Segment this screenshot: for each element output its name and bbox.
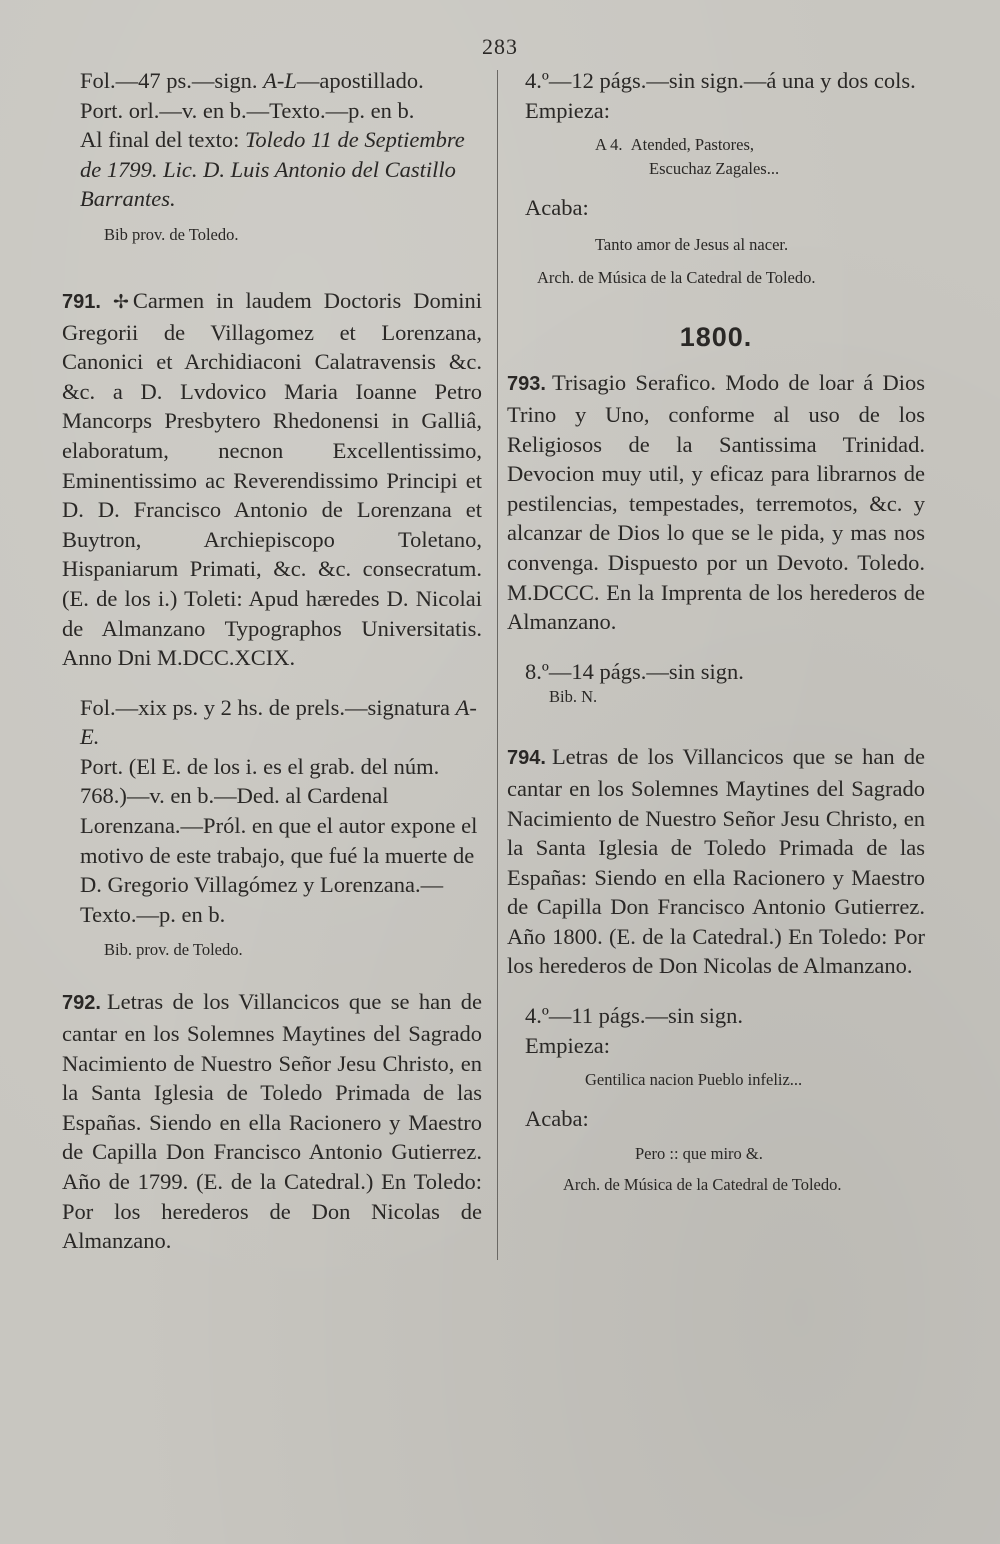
- colophon-note: Al final del texto: Toledo 11 de Septiembre de 1799. Lic. D. Luis Antonio del Castillo Barrantes.: [80, 127, 465, 212]
- entry-794: [507, 742, 925, 981]
- collation-line: Fol.—xix ps. y 2 hs. de prels.—signatura A-E.: [80, 694, 477, 750]
- top-meta-right: [507, 66, 925, 289]
- entry-number: 794.: [507, 747, 546, 770]
- description-line: Port. (El E. de los i. es el grab. del núm. 768.)—v. en b.—Ded. al Cardenal Lorenzana.—Pról. en que el autor expone el motivo de este trabajo, que fué la muerte de D. Gregorio Villagómez y Lorenzana.—Texto.—p. en b.: [80, 753, 478, 927]
- entry-title-text: Carmen in laudem Doctoris Domini Gregorii de Villagomez et Lorenzana, Canonici et Archidiaconi Calatravensis &c. &c. a D. Lvdovico Maria Ioanne Petro Mancorps Presbytero Rhedonensi in Galliâ, elaboratum, necnon Excellentissimo, Eminentissimo ac Reverendissimo Principi et D. D. Francisco Antonio de Lorenzana et Buytron, Archiepiscopo Toletano, Hispaniarum Primati, &c. &c. consecratum. (E. de los i.) Toleti: Apud hæredes D. Nicolai de Almanzano Typographos Universitatis. Anno Dni M.DCC.XCIX.: [62, 287, 482, 671]
- description-line: Port. orl.—v. en b.—Texto.—p. en b.: [80, 97, 415, 123]
- entry-793: [507, 368, 925, 636]
- location: Arch. de Música de la Catedral de Toledo.: [563, 1174, 842, 1194]
- entry-791: [62, 286, 482, 673]
- incipit-prefix: A 4.: [595, 135, 623, 155]
- incipit: A 4. Atended, Pastores, Escuchaz Zagales...: [595, 135, 780, 179]
- explicit: Tanto amor de Jesus al nacer.: [595, 234, 789, 254]
- acaba-label: Acaba:: [525, 1106, 589, 1132]
- collation-line: Fol.—47 ps.—sign. A-L—apostillado.: [80, 68, 424, 93]
- explicit: Pero :: que miro &.: [635, 1143, 763, 1163]
- top-meta-left: [62, 66, 482, 246]
- year-heading: 1800.: [679, 321, 753, 352]
- location: Bib. N.: [549, 687, 598, 707]
- entry-number: 792.: [62, 992, 101, 1015]
- collation-line: 4.º—11 págs.—sin sign.: [525, 1003, 744, 1029]
- entry-number: 791.: [62, 290, 101, 313]
- entry-793-meta: [507, 657, 925, 709]
- entry-title-text: Letras de los Villancicos que se han de cantar en los Solemnes Maytines del Sagrado Nacimiento de Nuestro Señor Jesu Christo, en la Santa Iglesia de Toledo Primada de las Españas: Siendo en ella Racionero y Maestro de Capilla Don Francisco Antonio Gutierrez. Año 1800. (E. de la Catedral.) En Toledo: Por los herederos de Don Nicolas de Almanzano.: [507, 744, 925, 979]
- cross-icon: ✢: [112, 290, 129, 313]
- right-column: [507, 66, 925, 1196]
- location: Arch. de Música de la Catedral de Toledo.: [537, 267, 816, 287]
- location: Bib. prov. de Toledo.: [104, 940, 243, 960]
- entry-794-meta: [507, 1001, 925, 1196]
- empieza-label: Empieza:: [525, 1032, 610, 1058]
- entry-792: [62, 987, 482, 1255]
- collation-line: 4.º—12 págs.—sin sign.—á una y dos cols.: [525, 68, 916, 93]
- collation-line: 8.º—14 págs.—sin sign.: [525, 658, 744, 684]
- page-number: 283: [482, 34, 518, 59]
- acaba-label: Acaba:: [525, 195, 589, 221]
- location: Bib prov. de Toledo.: [104, 224, 239, 244]
- entry-791-meta: [62, 693, 482, 962]
- empieza-label: Empieza:: [525, 97, 610, 123]
- column-divider: [497, 70, 498, 1260]
- incipit: Gentilica nacion Pueblo infeliz...: [585, 1070, 803, 1090]
- entry-title-text: Trisagio Serafico. Modo de loar á Dios Trino y Uno, conforme al uso de los Religiosos de la Santissima Trinidad. Devocion muy util, y eficaz para librarnos de pestilencias, tempestades, terremotos, &c. y alcanzar de Dios lo que se le pida, y mas nos convenga. Dispuesto por un Devoto. Toledo. M.DCCC. En la Imprenta de los herederos de Almanzano.: [507, 370, 925, 635]
- entry-number: 793.: [507, 373, 546, 396]
- entry-title-text: Letras de los Villancicos que se han de cantar en los Solemnes Maytines del Sagrado Nacimiento de Nuestro Señor Jesu Christo, en la Santa Iglesia de Toledo Primada de las Españas. Siendo en ella Racionero y Maestro de Capilla Don Francisco Antonio Gutierrez. Año de 1799. (E. de la Catedral.) En Toledo: Por los herederos de Don Nicolas de Almanzano.: [62, 989, 482, 1254]
- left-column: [62, 66, 482, 1256]
